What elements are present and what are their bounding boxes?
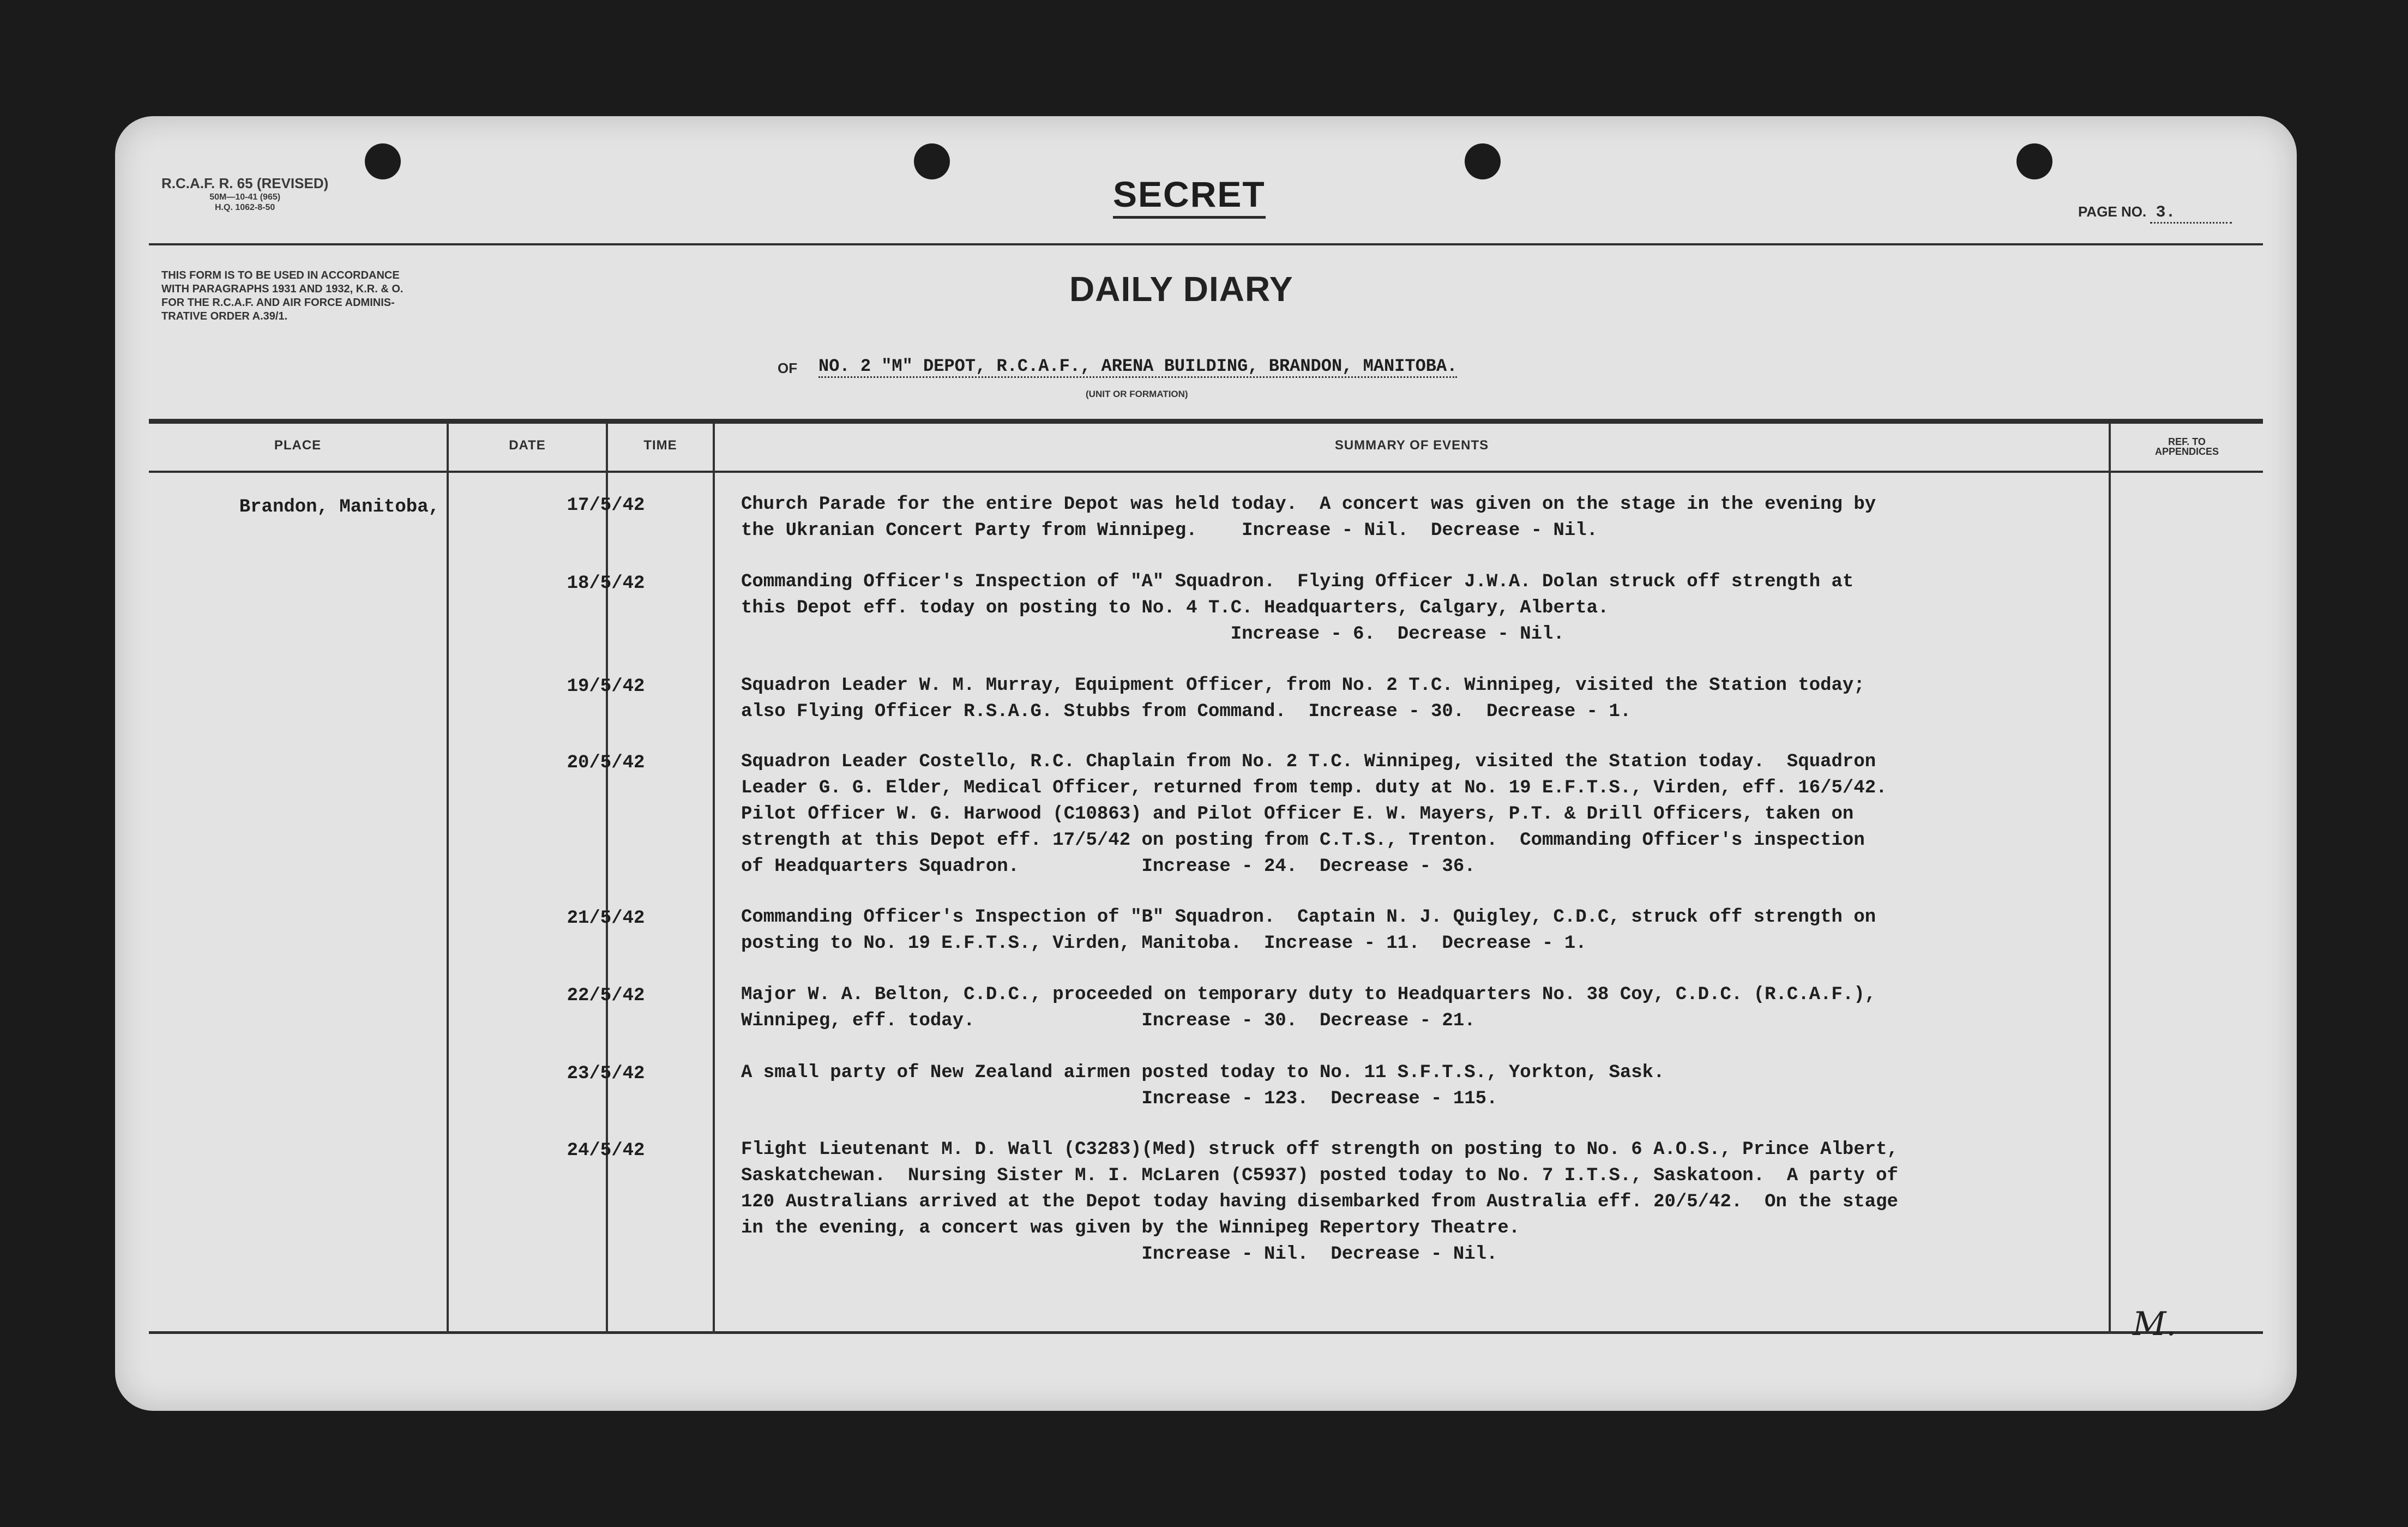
form-code (161, 175, 328, 213)
table-top-rule (149, 419, 2263, 424)
binder-hole (1465, 143, 1501, 179)
binder-hole (2016, 143, 2052, 179)
page-number (2078, 203, 2232, 224)
of-label: OF (778, 360, 798, 376)
entry-summary: Squadron Leader Costello, R.C. Chaplain from No. 2 T.C. Winnipeg, visited the Station today. Squadron Leader G. G. Elder, Medical Officer, returned from temp. duty at No. 19 E.F.T.S., Virden, eff. 16/5/42. Pilot Officer W. G. Harwood (C10863) and Pilot Officer E. W. Mayers, P.T. & Drill Officers, taken on strength at this Depot eff. 17/5/42 on posting from C.T.S., Trenton. Commanding Officer's inspection of Headquarters Squadron. Increase - 24. Decrease - 36. (741, 752, 1887, 877)
column-header-ref (2111, 437, 2263, 456)
form-code-line: R.C.A.F. R. 65 (REVISED) (161, 175, 329, 191)
entry-date: 24/5/42 (567, 1140, 645, 1161)
entry-summary: Flight Lieutenant M. D. Wall (C3283)(Med) struck off strength on posting to No. 6 A.O.S., Prince Albert, Saskatchewan. Nursing Sister M. I. McLaren (C5937) posted today to No. 7 I.T.S., Saskatoon. A party of 120 Australians arrived at the Depot today having disembarked from Australia eff. 20/5/42. On the stage in the evening, a concert was given by the Winnipeg Repertory Theatre. Increase - Nil. Decrease - Nil. (741, 1139, 1898, 1265)
page-title: DAILY DIARY (1069, 269, 1293, 309)
entry-summary: Major W. A. Belton, C.D.C., proceeded on temporary duty to Headquarters No. 38 Coy, C.D.C. (R.C.A.F.), Winnipeg, eff. today. Increase - 30. Decrease - 21. (741, 984, 1876, 1031)
entry-date: 22/5/42 (567, 985, 645, 1006)
entry-date: 21/5/42 (567, 908, 645, 929)
table-bottom-rule (149, 1331, 2263, 1334)
form-instructions: THIS FORM IS TO BE USED IN ACCORDANCE WITH PARAGRAPHS 1931 AND 1932, K.R. & O. FOR THE R.C.A.F. AND AIR FORCE ADMINIS- TRATIVE ORDER A.39/1. (161, 269, 404, 322)
binder-hole (914, 143, 950, 179)
column-divider (713, 423, 715, 1334)
entry-date: 19/5/42 (567, 676, 645, 697)
column-header-date: DATE (509, 438, 546, 453)
form-code-line: 50M—10-41 (965) (209, 193, 281, 202)
column-header-place: PLACE (274, 438, 322, 453)
column-header-time: TIME (643, 438, 677, 453)
ref-header-line: REF. TO (2168, 436, 2206, 447)
entry-summary: Commanding Officer's Inspection of "A" Squadron. Flying Officer J.W.A. Dolan struck off strength at this Depot eff. today on posting to No. 4 T.C. Headquarters, Calgary, Alberta. Increase - 6. Decrease - Nil. (741, 572, 1854, 645)
place-cell: Brandon, Manitoba, (239, 497, 440, 518)
header-rule (149, 243, 2263, 245)
binder-hole (365, 143, 401, 179)
entry-summary: Squadron Leader W. M. Murray, Equipment Officer, from No. 2 T.C. Winnipeg, visited the Station today; also Flying Officer R.S.A.G. Stubbs from Command. Increase - 30. Decrease - 1. (741, 675, 1865, 722)
entry-date: 18/5/42 (567, 573, 645, 594)
entry-summary: A small party of New Zealand airmen posted today to No. 11 S.F.T.S., Yorkton, Sask. Increase - 123. Decrease - 115. (741, 1062, 1665, 1109)
classification-heading: SECRET (1113, 173, 1266, 219)
column-divider (606, 423, 608, 1334)
page-number-label: PAGE NO. (2078, 203, 2147, 220)
entry-date: 17/5/42 (567, 495, 645, 516)
column-header-summary: SUMMARY OF EVENTS (1334, 438, 1489, 453)
entry-date: 20/5/42 (567, 753, 645, 773)
entry-summary: Commanding Officer's Inspection of "B" Squadron. Captain N. J. Quigley, C.D.C, struck off strength on posting to No. 19 E.F.T.S., Virden, Manitoba. Increase - 11. Decrease - 1. (741, 907, 1876, 954)
ref-header-line: APPENDICES (2154, 446, 2219, 457)
diary-page (115, 116, 2297, 1411)
form-code-line: H.Q. 1062-8-50 (215, 203, 275, 213)
unit-caption: (UNIT OR FORMATION) (1086, 389, 1188, 399)
header-bottom-rule (149, 471, 2263, 473)
column-divider (447, 423, 449, 1334)
unit-name: NO. 2 "M" DEPOT, R.C.A.F., ARENA BUILDING, BRANDON, MANITOBA. (818, 356, 1457, 378)
entry-summary: Church Parade for the entire Depot was held today. A concert was given on the stage in the evening by the Ukranian Concert Party from Winnipeg. Increase - Nil. Decrease - Nil. (741, 494, 1876, 541)
page-number-value: 3. (2150, 203, 2232, 224)
handwritten-initials: M. (2133, 1305, 2177, 1343)
entry-date: 23/5/42 (567, 1063, 645, 1084)
